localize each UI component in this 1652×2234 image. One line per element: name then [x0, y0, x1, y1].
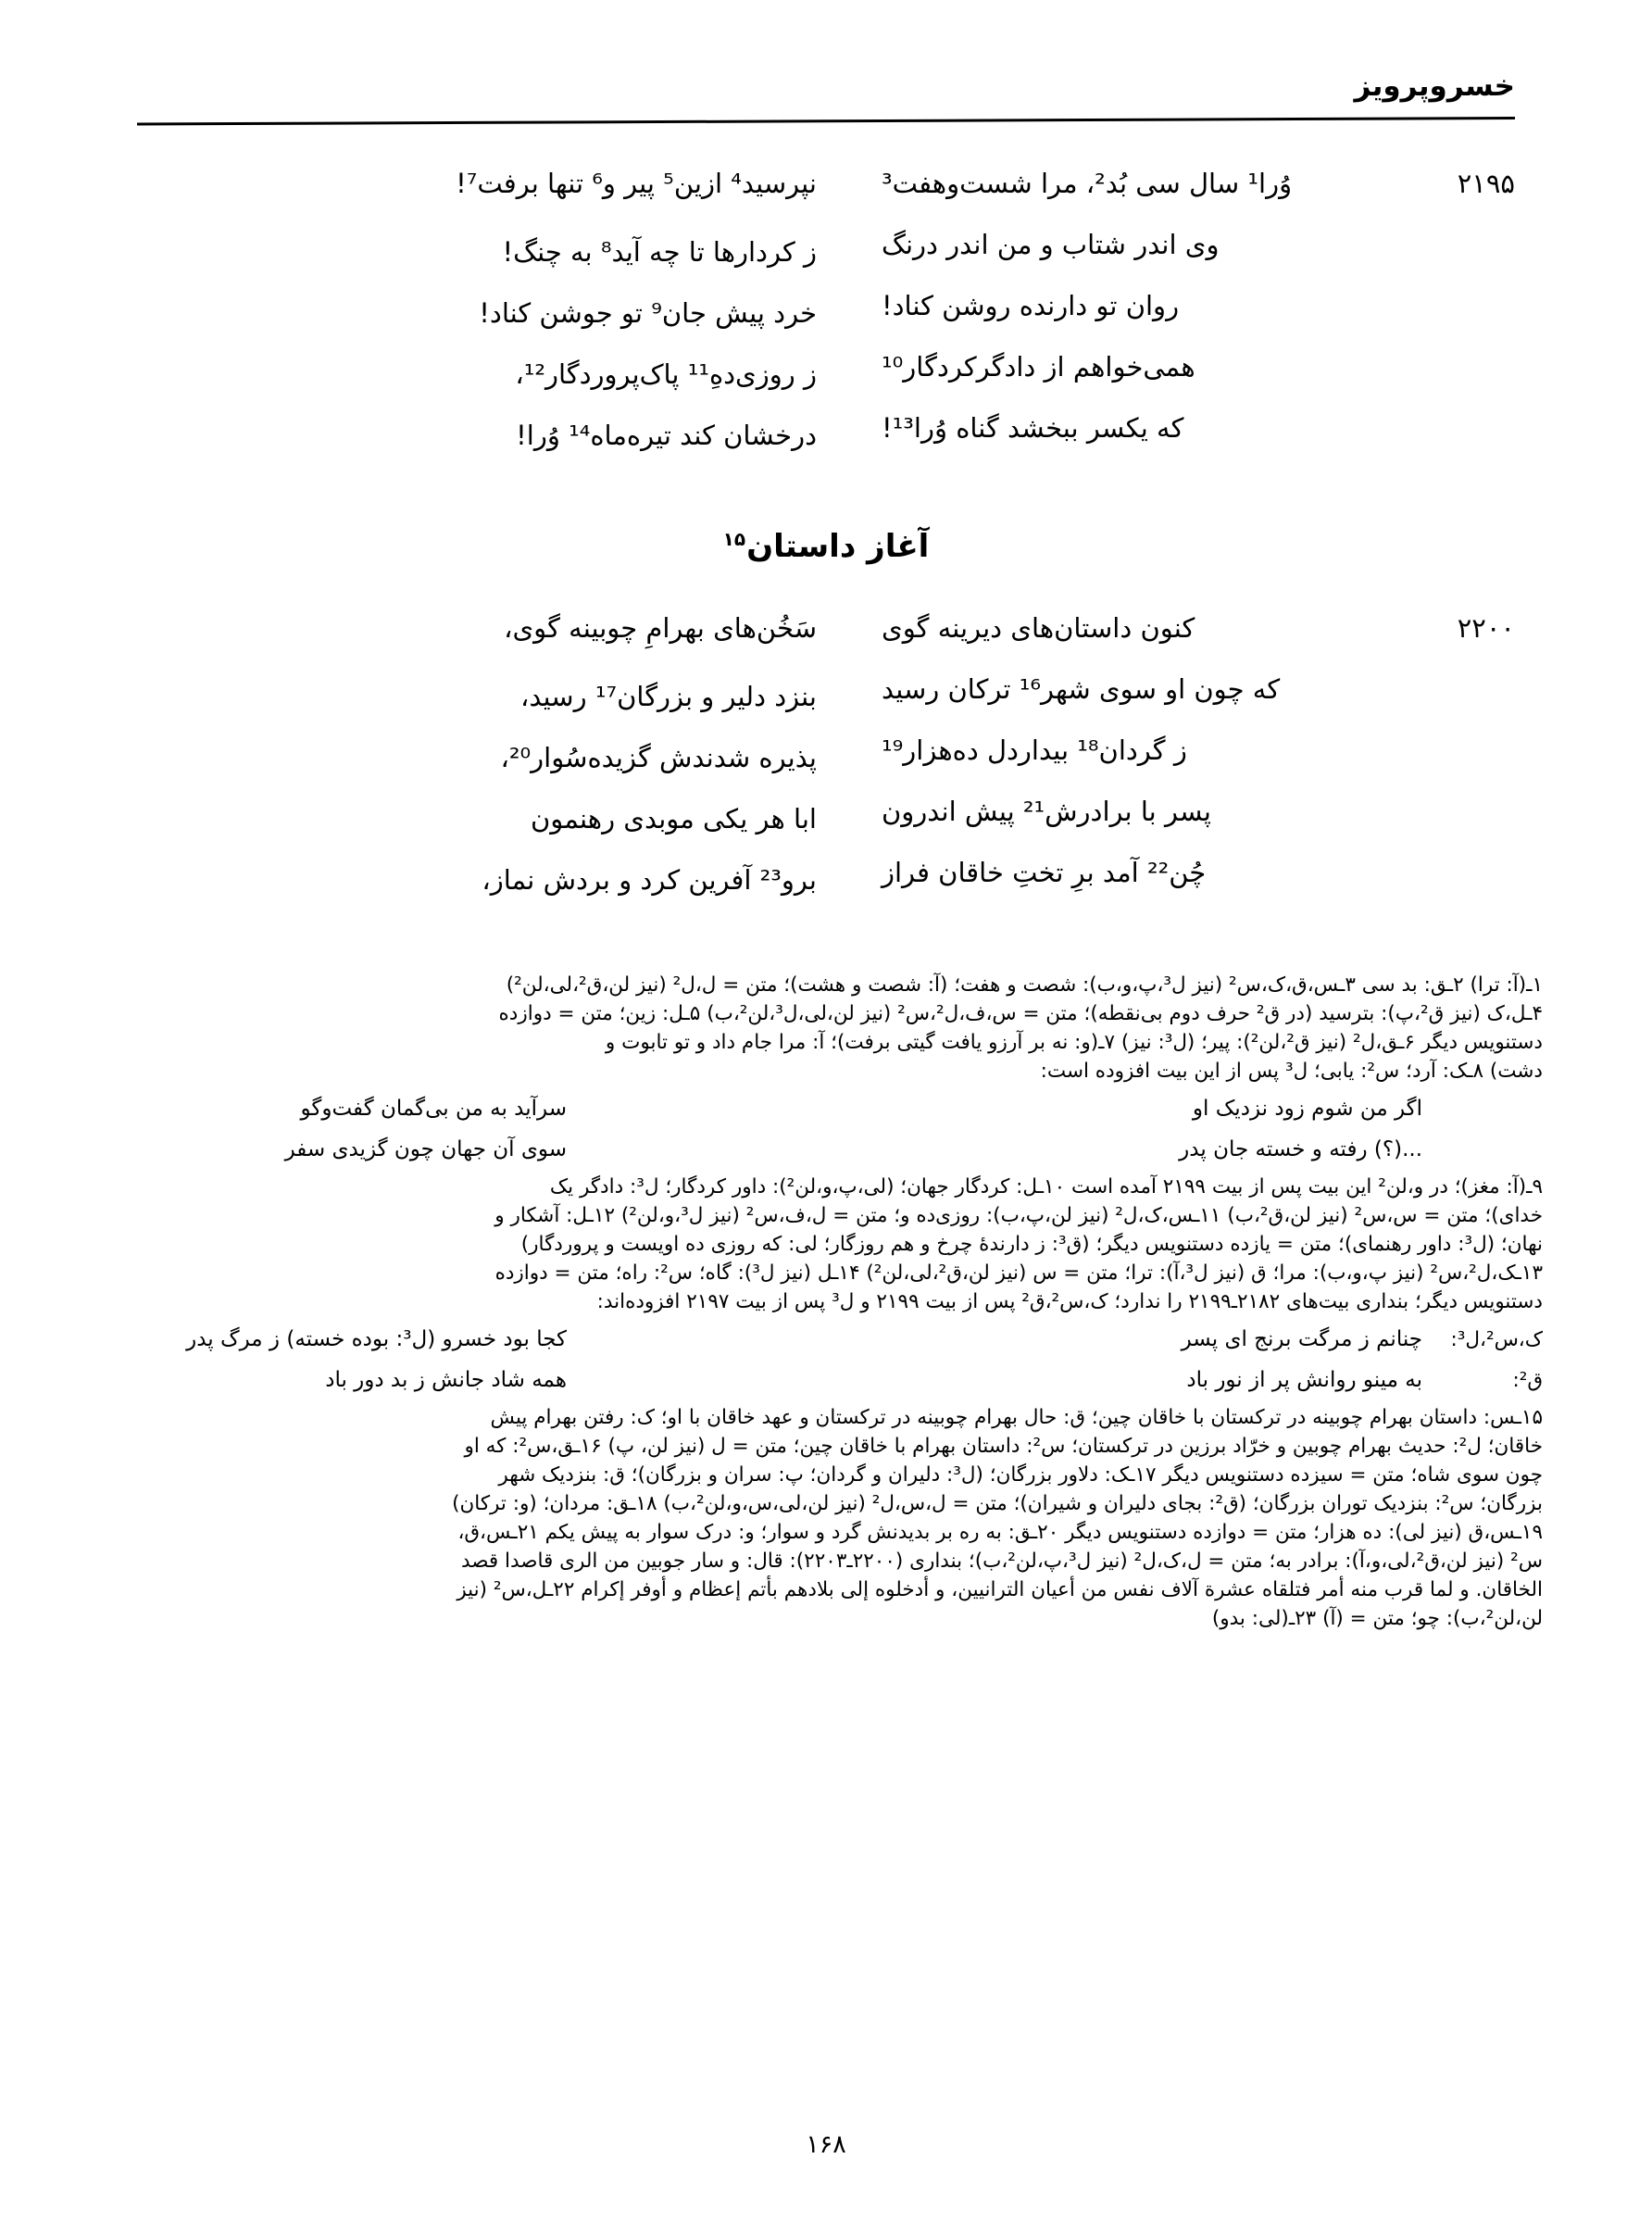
couplet	[137, 672, 1515, 734]
quote-hemistich-left: کجا بود خسرو (ل³: بوده خسته) ز مرگ پدر	[186, 1327, 567, 1351]
hemistich-left	[137, 235, 826, 269]
quote-siglum-label: ک،س²،ل³:	[1450, 1328, 1543, 1351]
couplet	[137, 167, 1515, 228]
hemistich-text: کنون داستان‌های دیرینه گوی	[882, 612, 1195, 644]
couplet	[137, 289, 1515, 350]
couplet	[137, 856, 1515, 917]
apparatus-line: خاقان؛ ل²: حدیث بهرام چوبین و خرّاد برزین در ترکستان؛ س²: داستان بهرام با خاقان چین؛ متن = ل (نیز لن، پ) ۱۶ـق،س²: که او	[464, 1435, 1543, 1458]
quote-siglum-label: ق²:	[1512, 1369, 1543, 1392]
section-heading	[137, 528, 1515, 565]
hemistich-text: بنزد دلیر و بزرگان¹⁷ رسید،	[519, 681, 817, 713]
couplet	[137, 228, 1515, 289]
hemistich-text: وی اندر شتاب و من اندر درنگ	[882, 229, 1220, 260]
apparatus-line: س² (نیز لن،ق²،لی،و،آ): برادر به؛ متن = ل،ک،ل² (نیز ل³،پ،لن²،ب)؛ بنداری (۲۲۰۰ـ۲۲۰۳): قال: و سار جوبین من الری قاصدا قصد	[460, 1550, 1543, 1573]
critical-apparatus	[109, 971, 1543, 1633]
quote-hemistich-right: ...(؟) رفته و خسته جان پدر	[1179, 1137, 1422, 1161]
hemistich-left	[137, 863, 826, 897]
hemistich-left	[137, 167, 826, 200]
verse-number: ۲۱۹۵	[1457, 168, 1515, 199]
hemistich-text: وُرا¹ سال سی بُد²، مرا شست‌وهفت³	[882, 168, 1293, 199]
hemistich-text: درخشان کند تیره‌ماه¹⁴ وُرا!	[516, 420, 817, 452]
quote-hemistich-right: به مینو روانش پر از نور باد	[1186, 1368, 1422, 1392]
apparatus-line: دستنویس دیگر؛ بنداری بیت‌های ۲۱۸۲ـ۲۱۹۹ را ندارد؛ ک،س²،ق² پس از بیت ۲۱۹۹ و ل³ پس از بیت ۲۱۹۷ افزوده‌اند:	[596, 1290, 1543, 1313]
hemistich-text: ز کردارها تا چه آید⁸ به چنگ!	[502, 236, 817, 269]
apparatus-line: ۱ـ(آ: ترا) ۲ـق: بد سی ۳ـس،ق،ک،س² (نیز ل³،پ،و،ب): شصت و هفت؛ (آ: شصت و هشت)؛ متن = ل،ل² (نیز لن،ق²،لی،لن²)	[506, 973, 1543, 997]
apparatus-line: ۱۹ـس،ق (نیز لی): ده هزار؛ متن = دوازده دستنویس دیگر ۲۰ـق: به ره بر بدیدنش گرد و سوار؛ و: درک سوار به پیش یکم ۲۱ـس،ق،	[457, 1521, 1543, 1544]
section-heading-note: ۱۵	[722, 527, 746, 550]
couplet	[137, 734, 1515, 795]
hemistich-left	[137, 419, 826, 452]
hemistich-right	[826, 228, 1515, 261]
apparatus-line: چون سوی شاه؛ متن = سیزده دستنویس دیگر ۱۷ـک: دلاور بزرگان؛ (ل³: دلیران و گردان؛ پ: سران و بزرگان)؛ ق: بنزدیک شهر	[498, 1463, 1543, 1487]
apparatus-line: نهان؛ (ل³: داور رهنمای)؛ متن = یازده دستنویس دیگر؛ (ق³: ز دارندهٔ چرخ و هم روزگار؛ لی: که روزی ده اویست و پروردگار)	[520, 1233, 1543, 1256]
verse-number: ۲۲۰۰	[1457, 612, 1515, 644]
verse-block-first	[137, 167, 1515, 472]
hemistich-right	[826, 611, 1515, 645]
page-number: ۱۶۸	[806, 2130, 846, 2159]
hemistich-text: برو²³ آفرین کرد و بردش نماز،	[482, 864, 817, 897]
hemistich-text: ز روزی‌دهِ¹¹ پاک‌پروردگار¹²،	[515, 358, 817, 391]
hemistich-text: که یکسر ببخشد گناه وُرا¹³!	[882, 412, 1184, 444]
couplet	[137, 411, 1515, 472]
hemistich-left	[137, 296, 826, 330]
hemistich-right	[826, 289, 1515, 322]
hemistich-right	[826, 411, 1515, 445]
apparatus-line: دشت) ۸ـک: آرد؛ س²: یابی؛ ل³ پس از این بیت افزوده است:	[1040, 1060, 1543, 1083]
header-divider	[137, 117, 1515, 125]
hemistich-right	[826, 856, 1515, 889]
hemistich-right	[826, 795, 1515, 828]
hemistich-text: روان تو دارنده روشن کناد!	[882, 290, 1180, 321]
quote-hemistich-left: سرآید به من بی‌گمان گفت‌وگو	[300, 1097, 567, 1121]
hemistich-right	[826, 672, 1515, 706]
apparatus-quote-four	[109, 1362, 1543, 1398]
hemistich-text: همی‌خواهم از دادگرکردگار¹⁰	[882, 351, 1195, 383]
couplet	[137, 350, 1515, 411]
quote-hemistich-right: اگر من شوم زود نزدیک او	[1192, 1097, 1422, 1121]
apparatus-quote-three	[109, 1322, 1543, 1357]
hemistich-text: سَخُن‌های بهرامِ چوبینه گوی،	[504, 612, 817, 644]
hemistich-right	[826, 350, 1515, 383]
hemistich-left	[137, 358, 826, 391]
hemistich-left	[137, 680, 826, 713]
couplet	[137, 611, 1515, 672]
hemistich-right	[826, 167, 1515, 200]
apparatus-line: بزرگان؛ س²: بنزدیک توران بزرگان؛ (ق²: بجای دلیران و شیران)؛ متن = ل،س،ل² (نیز لن،لی،س،و،لن²،ب) ۱۸ـق: مردان؛ (و: ترکان)	[452, 1492, 1543, 1515]
running-head-title: خسروپرویز	[1354, 69, 1515, 103]
apparatus-quote-one	[109, 1091, 1543, 1167]
hemistich-text: خرد پیش جان⁹ تو جوشن کناد!	[479, 297, 817, 330]
apparatus-line: دستنویس دیگر ۶ـق،ل² (نیز ق²،لن²): پیر؛ (ل³: نیز) ۷ـ(و: نه بر آرزو یافت گیتی برفت)؛ آ: مرا جام داد و تو تابوت و	[605, 1031, 1543, 1054]
hemistich-right	[826, 734, 1515, 767]
running-head	[137, 69, 1515, 132]
quote-hemistich-left: سوی آن جهان چون گزیدی سفر	[284, 1137, 567, 1161]
hemistich-text: که چون او سوی شهر¹⁶ ترکان رسید	[882, 673, 1281, 705]
hemistich-left	[137, 802, 826, 835]
section-heading-text: آغاز داستان	[746, 528, 930, 565]
apparatus-line: ۱۳ـک،ل²،س² (نیز پ،و،ب): مرا؛ ق (نیز ل³،آ): ترا؛ متن = س (نیز لن،ق²،لی،لن²) ۱۴ـل (نیز ل³): گاه؛ س²: راه؛ متن = دوازده	[494, 1261, 1543, 1285]
hemistich-text: ابا هر یکی موبدی رهنمون	[531, 803, 817, 835]
quote-hemistich-right: چنانم ز مرگت برنج ای پسر	[1181, 1327, 1422, 1351]
apparatus-line: ۴ـل،ک (نیز ق²،پ): بترسید (در ق² حرف دوم بی‌نقطه)؛ متن = س،ف،ل²،س² (نیز لن،لی،ل³،لن²،ب) ۵ـل: زین؛ متن = دوازده	[498, 1002, 1543, 1025]
hemistich-text: چُن²² آمد برِ تختِ خاقان فراز	[882, 857, 1207, 888]
apparatus-line: خدای)؛ متن = س،س² (نیز لن،ق²،ب) ۱۱ـس،ک،ل² (نیز لن،پ،ب): روزی‌ده و؛ متن = ل،ف،س² (نیز ل³،و،لن²) ۱۲ـل: آشکار و	[494, 1204, 1543, 1227]
hemistich-left	[137, 741, 826, 774]
hemistich-text: نپرسید⁴ ازین⁵ پیر و⁶ تنها برفت⁷!	[456, 168, 817, 199]
hemistich-text: ز گردان¹⁸ بیداردل ده‌هزار¹⁹	[882, 734, 1187, 766]
apparatus-line: ۱۵ـس: داستان بهرام چوبینه در ترکستان با خاقان چین؛ ق: حال بهرام چوبینه در ترکستان و عهد خاقان با او؛ ک: رفتن بهرام پیش	[490, 1406, 1543, 1429]
couplet	[137, 795, 1515, 856]
hemistich-text: پسر با برادرش²¹ پیش اندرون	[882, 796, 1211, 827]
quote-hemistich-left: همه شاد جانش ز بد دور باد	[325, 1368, 567, 1392]
apparatus-line: لن،لن²،ب): چو؛ متن = (آ) ۲۳ـ(لی: بدو)	[1211, 1607, 1543, 1630]
hemistich-left	[137, 611, 826, 645]
apparatus-line: ۹ـ(آ: مغز)؛ در و،لن² این بیت پس از بیت ۲۱۹۹ آمده است ۱۰ـل: کردگار جهان؛ (لی،پ،و،لن²): داور کردگار؛ ل³: دادگر یک	[549, 1175, 1543, 1199]
hemistich-text: پذیره شدندش گزیده‌سُوار²⁰،	[500, 742, 817, 774]
verse-block-second	[137, 611, 1515, 917]
apparatus-line: الخاقان. و لما قرب منه أمر فتلقاه عشرة آلاف نفس من أعیان الترانیین، و أدخلوه إلی بلادهم بأتم إعظام و أوفر إکرام ۲۲ـل،س² (نیز	[457, 1578, 1543, 1601]
